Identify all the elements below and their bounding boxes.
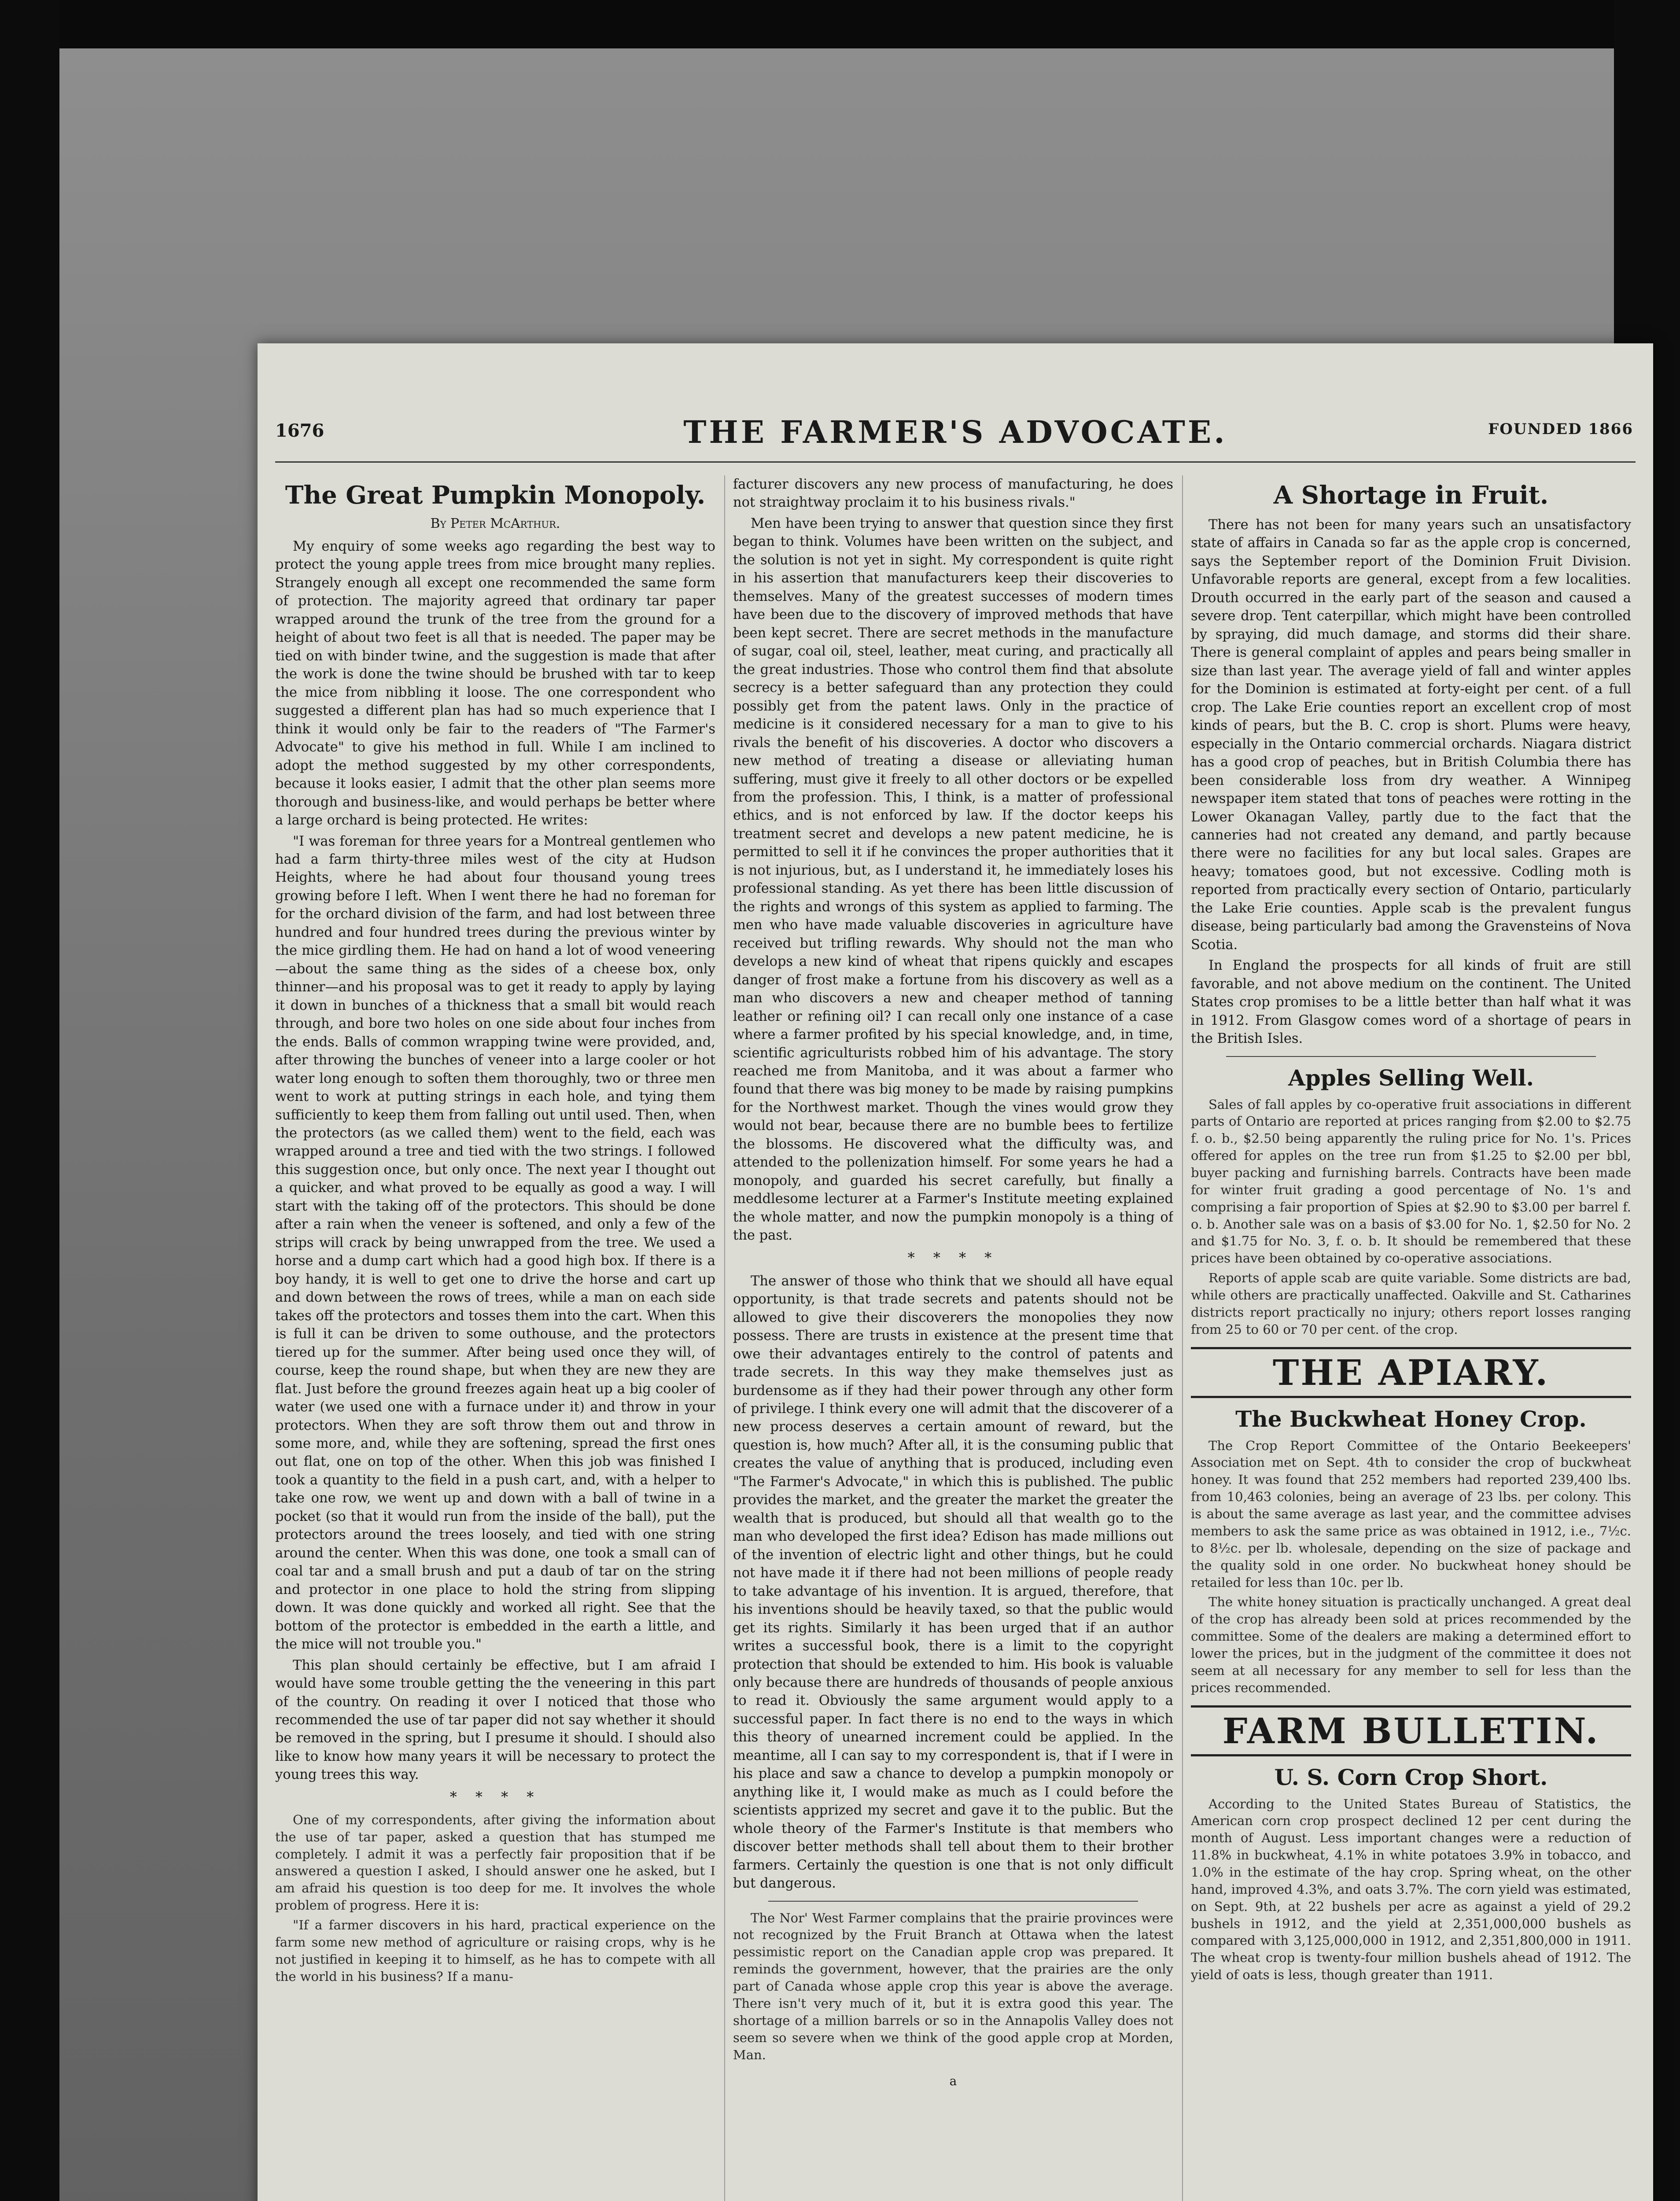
note-paragraph: The Nor' West Farmer complains that the prairie provinces were not recognized by the Fruit Branch at Ottawa when the latest pessimistic report on the Canadian apple crop was prepared. It reminds the government, however, that the prairies are the only part of Canada whose apple crop this year is above the average. There isn't very much of it, but it is extra good this year. The shortage of a million barrels or so in the Annapolis Valley does not seem so severe when we think of the good apple crop at Morden, Man.: [733, 1910, 1173, 2062]
article-headline: U. S. Corn Crop Short.: [1274, 1764, 1548, 1790]
paragraph: One of my correspondents, after giving the information about the use of tar paper, asked a question that has stumped me completely. I admit it was a perfectly fair proposition that if be answered a question I asked, I should answer one he asked, but I am afraid his question is too deep for me. It involves the whole problem of progress. Here it is:: [275, 1812, 715, 1913]
paragraph: "If a farmer discovers in his hard, practical experience on the farm some new method of agriculture or raising crops, why is he not justified in keeping it to himself, as he has to compete with all the world in his business? If a manu-: [275, 1918, 715, 1984]
paragraph: In England the prospects for all kinds of fruit are still favorable, and not above medium on the continent. The United States crop promises to be a little better than half what it was in 1912. From Glasgow comes word of a shortage of pears in the British Isles.: [1191, 958, 1631, 1047]
paragraph: Sales of fall apples by co-operative fruit associations in different parts of Ontario are reported at prices ranging from $2.00 to $2.75 f. o. b., $2.50 being apparently the ruling price for No. 1's. Prices offered for apples on the tree run from $1.25 to $2.00 per bbl, buyer packing and furnishing barrels. Contracts have been made for winter fruit grading a good percentage of No. 1's and comprising a fair proportion of Spies at $2.90 to $3.00 per barrel f. o. b. Another sale was on a basis of $3.00 for No. 1, $2.50 for No. 2 and $1.75 for No. 3, f. o. b. It should be remembered that these prices have been obtained by co-operative associations.: [1191, 1097, 1631, 1266]
column-2: [733, 475, 1173, 2201]
column-1: [275, 475, 715, 2201]
section-banner: FARM BULLETIN.: [1191, 1705, 1631, 1756]
column-3: [1191, 475, 1631, 2201]
paragraph: "I was foreman for three years for a Montreal gentlemen who had a farm thirty-three miles west of the city at Hudson Heights, where he had about four thousand young trees growing before I left. When I went there he had no foreman for for the orchard division of the farm, and had lost between three hundred and four hundred trees during the previous winter by the mice girdling them. He had on hand a lot of wood veneering—about the same thing as the sides of a cheese box, only thinner—and his proposal was to get it ready to apply by laying it down in bunches of a thickness that a small bit would reach through, and bore two holes on one side about four inches from the ends. Balls of common wrapping twine were provided, and, after throwing the bunches of veneer into a large cooler or hot water long enough to soften them thoroughly, two or three men went to work at putting strings in each hole, and tying them sufficiently to keep them from falling out until used. Then, when the protectors (as we called them) went to the field, each was wrapped around a tree and tied with the two strings. I followed this suggestion once, but only once. The next year I thought out a quicker, and what proved to be equally as good a way. I will start with the taking off of the protectors. This should be done after a rain when the veneer is softened, and only a few of the strips will crack by being unwrapped from the tree. We used a horse and a dump cart which had a good high box. If there is a boy handy, it is well to get one to drive the horse and cart up and down between the rows of trees, while a man on each side takes off the protectors and tosses them into the cart. When this is full it can be driven to some outhouse, and the protectors tiered up for the summer. After being used once they will, of course, keep the round shape, but when they are new they are flat. Just before the ground freezes again heat up a big cooler of water (we used one with a furnace under it) and throw in your protectors. When they are soft throw them out and throw in some more, and, while they are softening, spread the first ones out flat, one on top of the other. When this job was finished I took a quantity to the field in a push cart, and, with a helper to take one row, we went up and down with a ball of twine in a pocket (so that it would run from the inside of the ball), put the protectors around the trees loosely, and tied with one string around the center. When this was done, one took a small can of coal tar and a small brush and put a daub of tar on the string and protector in one place to hold the string from slipping down. It was done quickly and worked all right. See that the bottom of the protector is embedded in the earth a little, and the mice will not trouble you.": [275, 833, 715, 1653]
masthead: THE FARMER'S ADVOCATE.: [683, 414, 1227, 450]
paragraph: The white honey situation is practically unchanged. A great deal of the crop has already been sold at prices recommended by the committee. Some of the dealers are making a determined effort to lower the prices, but in the judgment of the committee it does not seem at all necessary for any member to sell for less than the prices recommended.: [1191, 1594, 1631, 1695]
paragraph: Reports of apple scab are quite variable. Some districts are bad, while others are practically unaffected. Oakville and St. Catharines districts report practically no injury; others report losses ranging from 25 to 60 or 70 per cent. of the crop.: [1191, 1270, 1631, 1337]
section-stars: * * * *: [907, 1249, 999, 1266]
column-divider: [724, 475, 725, 2201]
founded-label: FOUNDED 1866: [1488, 420, 1633, 438]
paragraph: facturer discovers any new process of manufacturing, he does not straightway proclaim it to his business rivals.": [733, 477, 1173, 511]
byline: By Peter McArthur.: [430, 516, 560, 531]
article-headline: Apples Selling Well.: [1288, 1064, 1534, 1091]
section-banner: THE APIARY.: [1191, 1347, 1631, 1398]
paragraph: The Crop Report Committee of the Ontario Beekeepers' Association met on Sept. 4th to consider the crop of buckwheat honey. It was found that 252 members had reported 239,400 lbs. from 10,463 colonies, being an average of 23 lbs. per colony. This is about the same average as last year, and the committee advises members to ask the same price as was obtained in 1912, i.e., 7½c. to 8½c. per lb. wholesale, depending on the size of package and the quality sold in one order. No buckwheat honey should be retailed for less than 10c. per lb.: [1191, 1438, 1631, 1590]
divider: [768, 1901, 1138, 1902]
article-headline: A Shortage in Fruit.: [1273, 481, 1549, 510]
section-stars: * * * *: [449, 1788, 541, 1805]
newspaper-page: [258, 343, 1653, 2201]
masthead-rule: [275, 461, 1636, 463]
paragraph: The answer of those who think that we should all have equal opportunity, is that trade secrets and patents should not be allowed to give their discoverers the monopolies they now possess. There are trusts in existence at the present time that owe their advantages entirely to the control of patents and trade secrets. In this way they make themselves just as burdensome as if they had their power through any other form of privilege. I think every one will admit that the discoverer of a new process deserves a certain amount of reward, but the question is, how much? After all, it is the consuming public that creates the value of anything that is produced, including even "The Farmer's Advocate," in which this is published. The public provides the market, and the greater the market the greater the wealth that is produced, but should all that wealth go to the man who developed the first idea? Edison has made millions out of the invention of electric light and other things, but he could not have made it if there had not been millions of people ready to take advantage of his invention. It is argued, therefore, that his inventions should be heavily taxed, so that the public would get its rights. Similarly it has been urged that if an author writes a successful book, there is a limit to the copyright protection that should be extended to him. His book is valuable only because there are hundreds of thousands of people anxious to read it. Obviously the same argument would apply to a successful paper. In fact there is no end to the ways in which this theory of unearned increment could be applied. In the meantime, all I can say to my correspondent is, that if I were in his place and saw a chance to develop a pumpkin monopoly or anything like it, I would make as much as I could before the scientists apprized my secret and gave it to the public. But the whole theory of the Farmer's Institute is that members who discover better methods shall tell about them to their brother farmers. Certainly the question is one that is not only difficult but dangerous.: [733, 1273, 1173, 1892]
paragraph: According to the United States Bureau of Statistics, the American corn crop prospect declined 12 per cent during the month of August. Less important changes were a reduction of 11.8% in buckwheat, 4.1% in white potatoes 3.9% in tobacco, and 1.0% in the estimate of the hay crop. Spring wheat, on the other hand, improved 4.3%, and oats 3.7%. The corn yield was estimated, on Sept. 9th, at 22 bushels per acre as against a yield of 29.2 bushels in 1912, and the yield at 2,351,000,000 bushels as compared with 3,125,000,000 in 1912, and 2,351,800,000 in 1911. The wheat crop is twenty-four million bushels ahead of 1912. The yield of oats is less, though greater than 1911.: [1191, 1796, 1631, 1983]
paragraph: This plan should certainly be effective, but I am afraid I would have some trouble getting the the veneering in this part of the country. On reading it over I noticed that those who recommended the use of tar paper did not say whether it should be removed in the spring, but I presume it should. I should also like to know how many years it will be necessary to protect the young trees this way.: [275, 1657, 715, 1783]
page-number: 1676: [275, 420, 324, 441]
paragraph: Men have been trying to answer that question since they first began to think. Volumes have been written on the subject, and the solution is not yet in sight. My correspondent is quite right in his assertion that manufacturers keep their discoveries to themselves. Many of the greatest successes of modern times have been due to the discovery of improved methods that have been kept secret. There are secret methods in the manufacture of sugar, coal oil, steel, leather, meat curing, and practically all the great industries. Those who control them find that absolute secrecy is a better safeguard than any protection they could possibly get from the patent laws. Only in the practice of medicine is it considered necessary for a man to give to his rivals the benefit of his discoveries. A doctor who discovers a new method of treating a disease or alleviating human suffering, must give it freely to all other doctors or be expelled from the profession. This, I think, is a matter of professional ethics, and is not enforced by law. If the doctor keeps his treatment secret and develops a new patent medicine, he is permitted to sell it if he convinces the proper authorities that it is not injurious, but, as I understand it, he immediately loses his professional standing. As yet there has been little discussion of the rights and wrongs of this system as applied to farming. The men who have made valuable discoveries in agriculture have received but trifling rewards. Why should not the man who develops a new kind of wheat that ripens quickly and escapes danger of frost make a fortune from his discovery as well as a man who discovers a new and cheaper method of tanning leather or refining oil? I can recall only one instance of a case where a farmer profited by his special knowledge, and, in time, scientific agriculturists robbed him of his advantage. The story reached me from Manitoba, and it was about a farmer who found that there was big money to be made by raising pumpkins for the Northwest market. Though the vines would grow they would not bear, because there are no bumble bees to fertilize the blossoms. He discovered what the difficulty was, and attended to the pollenization himself. For some years he had a monopoly, and guarded his secret carefully, but finally a meddlesome lecturer at a Farmer's Institute meeting explained the whole matter, and now the pumpkin monopoly is a thing of the past.: [733, 515, 1173, 1244]
column-divider: [1182, 475, 1183, 2201]
paragraph: My enquiry of some weeks ago regarding the best way to protect the young apple trees from mice brought many replies. Strangely enough all except one recommended the same form of protection. The majority agreed that ordinary tar paper wrapped around the trunk of the tree from the ground for a height of about two feet is all that is needed. The paper may be tied on with binder twine, and the suggestion is made that after the work is done the twine should be brushed with tar to keep the mice from nibbling it loose. The one correspondent who suggested a different plan has had so much experience that I think it would only be fair to the readers of "The Farmer's Advocate" to give his method in full. While I am inclined to adopt the method suggested by my other correspondents, because it looks easier, I admit that the other plan seems more thorough and business-like, and would perhaps be better where a large orchard is being protected. He writes:: [275, 539, 715, 828]
paragraph: There has not been for many years such an unsatisfactory state of affairs in Canada so far as the apple crop is concerned, says the September report of the Dominion Fruit Division. Unfavorable reports are general, except from a few localities. Drouth occurred in the early part of the season and caused a severe drop. Tent caterpillar, which might have been controlled by spraying, did much damage, and storms did their share. There is general complaint of apples and pears being smaller in size than last year. The average yield of fall and winter apples for the Dominion is estimated at forty-eight per cent. of a full crop. The Lake Erie counties report an excellent crop of most kinds of pears, but the B. C. crop is short. Plums were heavy, especially in the Ontario commercial orchards. Niagara district has a good crop of peaches, but in British Columbia there has been considerable loss from dry weather. A Winnipeg newspaper item stated that tons of peaches were rotting in the Lower Okanagan Valley, partly due to the fact that the canneries had not created any demand, and partly because there were no facilities for any but local sales. Grapes are heavy; tomatoes good, but not excessive. Codling moth is reported from practically every section of Ontario, particularly the Lake Erie counties. Apple scab is the prevalent fungus disease, being particularly bad among the Gravensteins of Nova Scotia.: [1191, 517, 1631, 953]
article-headline: The Buckwheat Honey Crop.: [1235, 1406, 1587, 1432]
article-headline: The Great Pumpkin Monopoly.: [285, 481, 706, 510]
footer-mark: a: [949, 2074, 957, 2089]
film-border-top: [0, 0, 1680, 48]
film-border-left: [0, 0, 59, 2201]
divider: [1226, 1056, 1596, 1057]
